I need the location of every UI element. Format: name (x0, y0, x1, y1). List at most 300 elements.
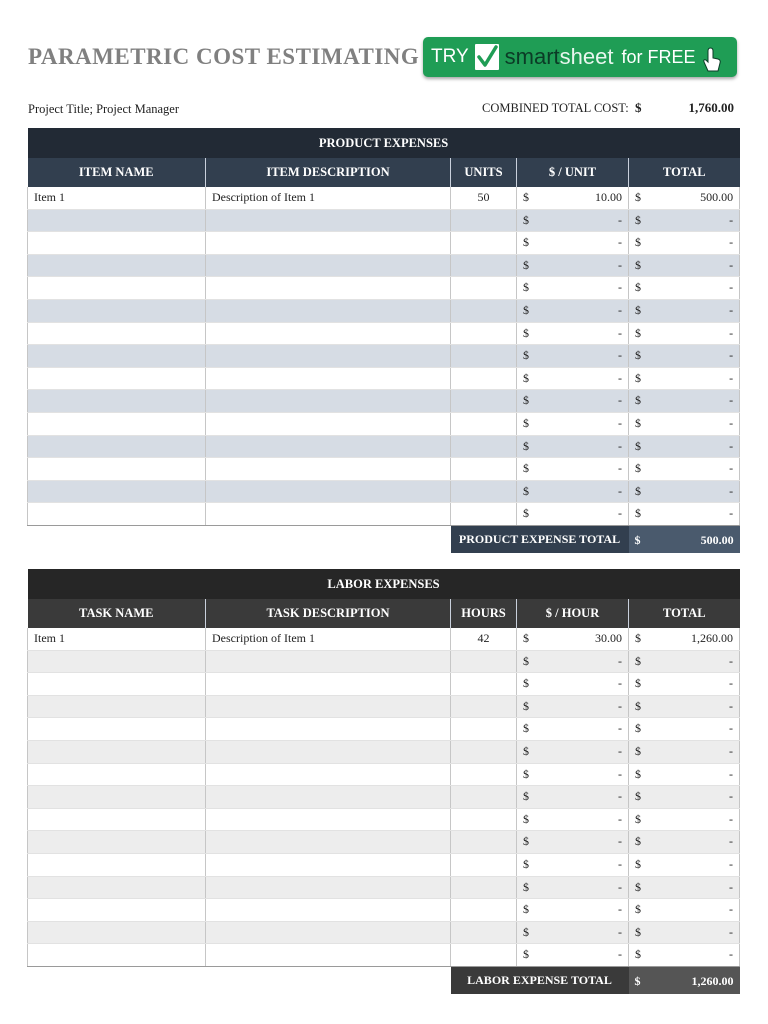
cell-total[interactable] (629, 232, 740, 255)
cell-quantity[interactable] (451, 786, 517, 809)
rate-currency: $ (523, 631, 529, 645)
table-row[interactable] (28, 435, 740, 458)
cell-quantity[interactable]: 42 (451, 628, 517, 650)
cell-rate[interactable] (517, 673, 629, 696)
cell-quantity[interactable] (451, 435, 517, 458)
cell-rate[interactable] (517, 831, 629, 854)
labor-expenses-table (27, 569, 740, 994)
smartsheet-logo-text (505, 44, 614, 70)
rate-currency: $ (523, 393, 529, 408)
cell-description[interactable] (206, 299, 451, 322)
cell-total[interactable] (629, 740, 740, 763)
rate-currency: $ (523, 924, 529, 939)
cell-rate[interactable] (517, 718, 629, 741)
cell-quantity[interactable] (451, 673, 517, 696)
cell-description[interactable] (206, 740, 451, 763)
rate-currency: $ (523, 811, 529, 826)
rate-amount: - (618, 811, 622, 826)
total-amount: - (729, 743, 734, 758)
labor-expense-total-value (629, 966, 740, 994)
cell-total[interactable] (629, 921, 740, 944)
cell-rate[interactable] (517, 367, 629, 390)
cell-name[interactable] (28, 650, 206, 673)
total-amount: - (729, 947, 734, 962)
cell-total[interactable] (629, 695, 740, 718)
cell-name[interactable] (28, 853, 206, 876)
rate-currency: $ (523, 676, 529, 691)
cell-quantity[interactable] (451, 899, 517, 922)
cell-total[interactable] (629, 786, 740, 809)
cell-name[interactable] (28, 503, 206, 526)
brand-sheet: sheet (559, 44, 614, 69)
cell-total[interactable] (629, 277, 740, 300)
cell-quantity[interactable] (451, 944, 517, 967)
total-currency: $ (635, 698, 641, 713)
labor-expense-total-label: LABOR EXPENSE TOTAL (451, 966, 629, 994)
cell-total[interactable] (629, 876, 740, 899)
total-currency: $ (635, 902, 641, 917)
cell-total[interactable] (629, 367, 740, 390)
cell-quantity[interactable] (451, 503, 517, 526)
cell-name[interactable] (28, 209, 206, 232)
cell-quantity[interactable]: 50 (451, 187, 517, 209)
cell-name[interactable] (28, 277, 206, 300)
total-currency: $ (635, 461, 641, 476)
product-expenses-table (27, 128, 740, 553)
total-currency: $ (635, 653, 641, 668)
pointer-hand-icon (700, 47, 722, 78)
column-header-price-per-unit: $ / UNIT (517, 158, 629, 187)
rate-amount: - (618, 698, 622, 713)
table-row[interactable] (28, 921, 740, 944)
rate-currency: $ (523, 879, 529, 894)
cell-rate[interactable] (517, 921, 629, 944)
cell-rate[interactable] (517, 390, 629, 413)
total-currency: $ (634, 532, 641, 547)
total-amount: - (729, 325, 734, 340)
cell-name[interactable] (28, 921, 206, 944)
table-row[interactable] (28, 277, 740, 300)
cell-quantity[interactable] (451, 277, 517, 300)
table-row[interactable] (28, 808, 740, 831)
cell-description[interactable] (206, 763, 451, 786)
cell-name[interactable] (28, 412, 206, 435)
total-currency: $ (635, 631, 641, 645)
total-currency: $ (635, 483, 641, 498)
total-currency: $ (635, 348, 641, 363)
cell-name[interactable] (28, 786, 206, 809)
cell-rate[interactable] (517, 853, 629, 876)
cell-quantity[interactable] (451, 390, 517, 413)
cell-name[interactable] (28, 345, 206, 368)
rate-amount: - (618, 438, 622, 453)
cell-name[interactable] (28, 718, 206, 741)
cell-total[interactable] (629, 628, 740, 650)
rate-currency: $ (523, 834, 529, 849)
total-currency: $ (635, 302, 641, 317)
cell-name[interactable] (28, 899, 206, 922)
rate-amount: - (618, 235, 622, 250)
cell-total[interactable] (629, 480, 740, 503)
total-currency: $ (635, 190, 641, 204)
rate-currency: $ (523, 789, 529, 804)
cell-rate[interactable] (517, 944, 629, 967)
cell-quantity[interactable] (451, 367, 517, 390)
total-amount: - (729, 834, 734, 849)
spacer (28, 966, 451, 994)
cell-rate[interactable] (517, 412, 629, 435)
rate-amount: - (618, 280, 622, 295)
cell-quantity[interactable] (451, 322, 517, 345)
product-expense-total-value (629, 525, 740, 553)
cell-name[interactable] (28, 322, 206, 345)
cell-rate[interactable] (517, 876, 629, 899)
rate-amount: - (618, 676, 622, 691)
cell-description[interactable] (206, 944, 451, 967)
table-row[interactable] (28, 718, 740, 741)
total-currency: $ (635, 325, 641, 340)
cell-description[interactable]: Description of Item 1 (206, 187, 451, 209)
cell-name[interactable] (28, 480, 206, 503)
table-row[interactable] (28, 899, 740, 922)
cell-quantity[interactable] (451, 763, 517, 786)
cell-description[interactable] (206, 921, 451, 944)
rate-currency: $ (523, 902, 529, 917)
cell-name[interactable]: Item 1 (28, 628, 206, 650)
total-currency: $ (635, 924, 641, 939)
cell-total[interactable] (629, 412, 740, 435)
table-row[interactable] (28, 299, 740, 322)
banner-for-free-label: for FREE (621, 46, 696, 67)
total-amount: 500.00 (700, 190, 734, 204)
cell-total[interactable] (629, 209, 740, 232)
cell-quantity[interactable] (451, 718, 517, 741)
column-header-item-name: ITEM NAME (28, 158, 206, 187)
cell-total[interactable] (629, 187, 740, 209)
product-expense-total-label: PRODUCT EXPENSE TOTAL (451, 525, 629, 553)
cell-quantity[interactable] (451, 232, 517, 255)
total-currency: $ (635, 393, 641, 408)
table-row[interactable] (28, 412, 740, 435)
total-currency: $ (635, 676, 641, 691)
cell-rate[interactable] (517, 254, 629, 277)
cell-rate[interactable] (517, 763, 629, 786)
cell-rate[interactable] (517, 458, 629, 481)
cell-quantity[interactable] (451, 458, 517, 481)
labor-section-title: LABOR EXPENSES (28, 569, 740, 599)
table-row[interactable] (28, 254, 740, 277)
cell-quantity[interactable] (451, 412, 517, 435)
rate-amount: 30.00 (595, 631, 622, 645)
cell-quantity[interactable] (451, 853, 517, 876)
rate-amount: - (618, 834, 622, 849)
total-amount: 1,260.00 (691, 973, 734, 988)
cell-total[interactable] (629, 763, 740, 786)
cell-total[interactable] (629, 808, 740, 831)
cell-total[interactable] (629, 458, 740, 481)
cell-rate[interactable] (517, 695, 629, 718)
cell-rate[interactable] (517, 740, 629, 763)
cell-rate[interactable] (517, 277, 629, 300)
cell-description[interactable] (206, 390, 451, 413)
cell-name[interactable] (28, 673, 206, 696)
total-currency: $ (634, 973, 641, 988)
rate-amount: - (618, 766, 622, 781)
total-amount: - (729, 506, 734, 521)
column-header-item-description: ITEM DESCRIPTION (206, 158, 451, 187)
cell-quantity[interactable] (451, 209, 517, 232)
cell-description[interactable] (206, 853, 451, 876)
cell-quantity[interactable] (451, 650, 517, 673)
table-row[interactable] (28, 345, 740, 368)
table-row[interactable] (28, 458, 740, 481)
cell-quantity[interactable] (451, 695, 517, 718)
cell-rate[interactable] (517, 322, 629, 345)
cell-quantity[interactable] (451, 831, 517, 854)
cell-total[interactable] (629, 503, 740, 526)
cell-description[interactable] (206, 808, 451, 831)
total-amount: - (729, 698, 734, 713)
cell-name[interactable] (28, 435, 206, 458)
rate-amount: - (618, 924, 622, 939)
total-currency: $ (635, 257, 641, 272)
cell-description[interactable] (206, 322, 451, 345)
rate-currency: $ (523, 698, 529, 713)
table-row[interactable] (28, 187, 740, 209)
cell-name[interactable] (28, 367, 206, 390)
total-amount: 500.00 (700, 532, 734, 547)
cell-total[interactable] (629, 718, 740, 741)
rate-amount: - (618, 653, 622, 668)
cell-name[interactable] (28, 232, 206, 255)
cell-total[interactable] (629, 435, 740, 458)
table-row[interactable] (28, 232, 740, 255)
cell-description[interactable] (206, 673, 451, 696)
table-row[interactable] (28, 390, 740, 413)
table-row[interactable] (28, 480, 740, 503)
cell-description[interactable] (206, 232, 451, 255)
total-amount: - (729, 370, 734, 385)
rate-currency: $ (523, 302, 529, 317)
product-section-title: PRODUCT EXPENSES (28, 128, 740, 158)
cell-name[interactable] (28, 763, 206, 786)
cell-rate[interactable] (517, 503, 629, 526)
cell-total[interactable] (629, 650, 740, 673)
table-row[interactable] (28, 853, 740, 876)
cell-rate[interactable] (517, 232, 629, 255)
cell-name[interactable] (28, 740, 206, 763)
product-total-row (28, 525, 740, 553)
cell-name[interactable] (28, 831, 206, 854)
cell-description[interactable] (206, 718, 451, 741)
rate-currency: $ (523, 438, 529, 453)
total-currency: $ (635, 743, 641, 758)
cell-name[interactable] (28, 808, 206, 831)
table-row[interactable] (28, 740, 740, 763)
column-header-rate-per-hour: $ / HOUR (517, 599, 629, 628)
cell-total[interactable] (629, 254, 740, 277)
total-amount: - (729, 902, 734, 917)
rate-currency: $ (523, 461, 529, 476)
total-amount: - (729, 924, 734, 939)
total-amount: - (729, 393, 734, 408)
cell-name[interactable]: Item 1 (28, 187, 206, 209)
cell-name[interactable] (28, 390, 206, 413)
table-row[interactable] (28, 695, 740, 718)
rate-amount: - (618, 257, 622, 272)
total-currency: $ (635, 415, 641, 430)
cell-description[interactable] (206, 876, 451, 899)
cell-description[interactable] (206, 480, 451, 503)
table-row[interactable] (28, 367, 740, 390)
rate-amount: - (618, 879, 622, 894)
cell-name[interactable] (28, 695, 206, 718)
total-amount: - (729, 721, 734, 736)
rate-currency: $ (523, 370, 529, 385)
cell-name[interactable] (28, 299, 206, 322)
try-smartsheet-banner[interactable] (423, 37, 737, 77)
brand-smart: smart (504, 44, 560, 69)
cell-quantity[interactable] (451, 299, 517, 322)
rate-amount: - (618, 721, 622, 736)
table-row[interactable] (28, 763, 740, 786)
cell-total[interactable] (629, 899, 740, 922)
rate-currency: $ (523, 721, 529, 736)
total-amount: - (729, 257, 734, 272)
cell-description[interactable] (206, 503, 451, 526)
cell-description[interactable] (206, 209, 451, 232)
cell-description[interactable] (206, 458, 451, 481)
cell-description[interactable] (206, 254, 451, 277)
cell-name[interactable] (28, 254, 206, 277)
rate-currency: $ (523, 653, 529, 668)
cell-rate[interactable] (517, 345, 629, 368)
cell-quantity[interactable] (451, 345, 517, 368)
rate-amount: - (618, 947, 622, 962)
banner-try-label: TRY (431, 46, 469, 67)
cell-rate[interactable] (517, 209, 629, 232)
table-row[interactable] (28, 831, 740, 854)
cell-description[interactable] (206, 345, 451, 368)
rate-amount: - (618, 506, 622, 521)
cell-description[interactable] (206, 277, 451, 300)
cell-name[interactable] (28, 944, 206, 967)
cell-description[interactable] (206, 695, 451, 718)
cell-quantity[interactable] (451, 808, 517, 831)
labor-total-row (28, 966, 740, 994)
cell-rate[interactable] (517, 435, 629, 458)
cell-total[interactable] (629, 831, 740, 854)
table-row[interactable] (28, 503, 740, 526)
total-amount: - (729, 438, 734, 453)
cell-description[interactable]: Description of Item 1 (206, 628, 451, 650)
cell-description[interactable] (206, 650, 451, 673)
cell-quantity[interactable] (451, 921, 517, 944)
cell-rate[interactable] (517, 808, 629, 831)
cell-rate[interactable] (517, 899, 629, 922)
rate-currency: $ (523, 947, 529, 962)
rate-amount: - (618, 393, 622, 408)
total-currency: $ (635, 811, 641, 826)
table-row[interactable] (28, 876, 740, 899)
project-title-manager: Project Title; Project Manager (28, 102, 180, 116)
page-title: PARAMETRIC COST ESTIMATING (28, 44, 420, 69)
cell-total[interactable] (629, 853, 740, 876)
table-row[interactable] (28, 650, 740, 673)
rate-amount: - (618, 212, 622, 227)
total-currency: $ (635, 856, 641, 871)
total-currency: $ (635, 370, 641, 385)
cell-quantity[interactable] (451, 876, 517, 899)
cell-total[interactable] (629, 299, 740, 322)
cell-name[interactable] (28, 458, 206, 481)
rate-amount: - (618, 348, 622, 363)
cell-total[interactable] (629, 322, 740, 345)
cell-total[interactable] (629, 390, 740, 413)
table-row[interactable] (28, 322, 740, 345)
cell-rate[interactable] (517, 187, 629, 209)
cell-description[interactable] (206, 412, 451, 435)
rate-amount: - (618, 743, 622, 758)
cell-quantity[interactable] (451, 480, 517, 503)
table-row[interactable] (28, 628, 740, 650)
cell-rate[interactable] (517, 786, 629, 809)
table-row[interactable] (28, 944, 740, 967)
combined-total-currency: $ (635, 100, 642, 115)
rate-currency: $ (523, 743, 529, 758)
total-amount: - (729, 461, 734, 476)
rate-amount: - (618, 302, 622, 317)
table-row[interactable] (28, 209, 740, 232)
rate-amount: - (618, 461, 622, 476)
total-currency: $ (635, 947, 641, 962)
cell-description[interactable] (206, 831, 451, 854)
table-row[interactable] (28, 786, 740, 809)
cell-description[interactable] (206, 435, 451, 458)
total-currency: $ (635, 438, 641, 453)
cell-total[interactable] (629, 345, 740, 368)
total-currency: $ (635, 789, 641, 804)
total-currency: $ (635, 506, 641, 521)
total-currency: $ (635, 235, 641, 250)
cell-total[interactable] (629, 944, 740, 967)
checkmark-icon (475, 44, 499, 70)
total-currency: $ (635, 280, 641, 295)
total-currency: $ (635, 721, 641, 736)
total-amount: - (729, 766, 734, 781)
cell-quantity[interactable] (451, 254, 517, 277)
cell-description[interactable] (206, 899, 451, 922)
cell-total[interactable] (629, 673, 740, 696)
cell-rate[interactable] (517, 628, 629, 650)
total-currency: $ (635, 834, 641, 849)
cell-rate[interactable] (517, 299, 629, 322)
column-header-total: TOTAL (629, 158, 740, 187)
total-currency: $ (635, 766, 641, 781)
table-row[interactable] (28, 673, 740, 696)
rate-currency: $ (523, 348, 529, 363)
cell-rate[interactable] (517, 650, 629, 673)
total-amount: - (729, 789, 734, 804)
cell-description[interactable] (206, 786, 451, 809)
total-amount: - (729, 348, 734, 363)
cell-quantity[interactable] (451, 740, 517, 763)
cell-description[interactable] (206, 367, 451, 390)
rate-currency: $ (523, 415, 529, 430)
cell-name[interactable] (28, 876, 206, 899)
cell-rate[interactable] (517, 480, 629, 503)
rate-currency: $ (523, 212, 529, 227)
